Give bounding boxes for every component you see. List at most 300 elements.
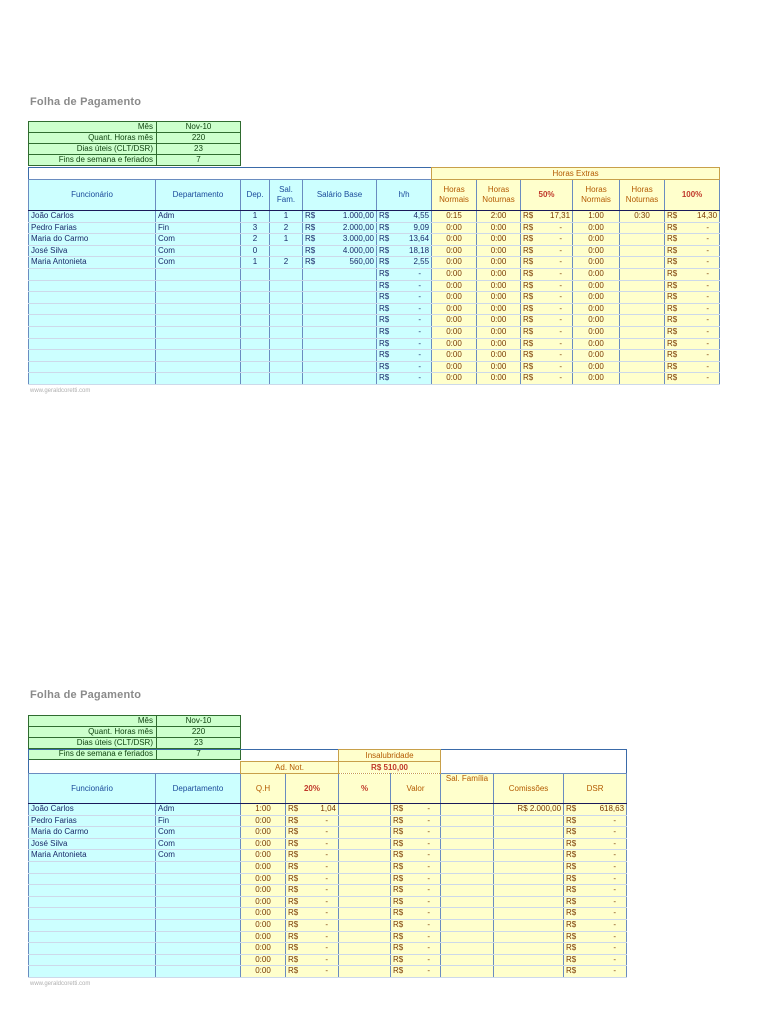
overtime-100 — [665, 234, 720, 246]
family-salary — [270, 326, 303, 338]
hourly-rate — [377, 373, 432, 385]
normal-hours-50: 0:15 — [432, 211, 477, 223]
night-hours-qty: 0:00 — [241, 850, 286, 862]
overtime-50 — [521, 268, 573, 280]
currency-symbol: R$ — [667, 373, 678, 383]
hourly-rate-value: - — [418, 303, 422, 313]
overtime-50 — [521, 280, 573, 292]
overtime-50-value: - — [559, 373, 563, 383]
currency-symbol: R$ — [379, 222, 390, 232]
overtime-50-value: - — [559, 350, 563, 360]
overtime-100-value: - — [706, 373, 710, 383]
department — [156, 908, 241, 920]
department — [156, 919, 241, 931]
night-hours-qty: 0:00 — [241, 931, 286, 943]
night-hours-50: 0:00 — [477, 361, 521, 373]
currency-symbol: R$ — [393, 827, 404, 837]
employee-name — [29, 908, 156, 920]
base-salary — [303, 257, 377, 269]
insalubrity-value-value: - — [427, 850, 431, 860]
hourly-rate — [377, 245, 432, 257]
overtime-50 — [521, 222, 573, 234]
overtime-100 — [665, 245, 720, 257]
commissions — [494, 919, 564, 931]
overtime-100-value: - — [706, 361, 710, 371]
info-label: Dias úteis (CLT/DSR) — [29, 144, 157, 155]
employee-name: José Silva — [29, 838, 156, 850]
insalubrity-value — [391, 838, 441, 850]
overtime-50 — [521, 338, 573, 350]
normal-hours-50: 0:00 — [432, 245, 477, 257]
overtime-50 — [521, 303, 573, 315]
normal-hours-50: 0:00 — [432, 338, 477, 350]
dependents: 2 — [241, 234, 270, 246]
overtime-100 — [665, 350, 720, 362]
commissions: R$ 2.000,00 — [494, 804, 564, 816]
overtime-100-value: - — [706, 222, 710, 232]
family-salary — [270, 292, 303, 304]
dsr — [564, 896, 627, 908]
night-hours-qty: 0:00 — [241, 815, 286, 827]
night-bonus-20 — [286, 931, 339, 943]
night-hours-qty: 0:00 — [241, 966, 286, 978]
overtime-100 — [665, 222, 720, 234]
dsr — [564, 954, 627, 966]
night-bonus-20-value: - — [325, 838, 328, 848]
currency-symbol: R$ — [379, 315, 390, 325]
currency-symbol: R$ — [379, 211, 390, 220]
night-bonus-20 — [286, 850, 339, 862]
night-hours-100 — [620, 280, 665, 292]
insalubrity-value-value: - — [427, 804, 431, 813]
table-row — [29, 861, 627, 873]
currency-symbol: R$ — [393, 885, 404, 895]
dsr — [564, 827, 627, 839]
night-bonus-20-value: - — [325, 919, 328, 929]
hourly-rate-value: 13,64 — [409, 234, 430, 244]
insalubrity-value — [391, 931, 441, 943]
currency-symbol: R$ — [288, 827, 299, 837]
overtime-50 — [521, 245, 573, 257]
column-header: Horas Noturnas — [620, 180, 665, 211]
insalubrity-value-value: - — [427, 943, 431, 953]
dependents — [241, 280, 270, 292]
commissions — [494, 896, 564, 908]
table-row — [29, 896, 627, 908]
commissions — [494, 885, 564, 897]
night-bonus-20-value: - — [325, 943, 328, 953]
table-row — [29, 303, 720, 315]
commissions — [494, 908, 564, 920]
hourly-rate — [377, 361, 432, 373]
normal-hours-100: 0:00 — [573, 326, 620, 338]
currency-symbol: R$ — [379, 326, 390, 336]
normal-hours-50: 0:00 — [432, 222, 477, 234]
family-salary — [270, 338, 303, 350]
employee-name: João Carlos — [29, 804, 156, 816]
info-row — [29, 133, 241, 144]
dsr — [564, 919, 627, 931]
base-salary-value: 3.000,00 — [342, 234, 374, 244]
normal-hours-100: 0:00 — [573, 373, 620, 385]
night-hours-100: 0:30 — [620, 211, 665, 223]
normal-hours-100: 0:00 — [573, 234, 620, 246]
table-row — [29, 919, 627, 931]
insalubrity-value-value: - — [427, 873, 431, 883]
employee-name — [29, 931, 156, 943]
department: Com — [156, 234, 241, 246]
hourly-rate-value: - — [418, 268, 422, 278]
night-hours-50: 0:00 — [477, 315, 521, 327]
commissions — [494, 873, 564, 885]
insalubrity-value — [391, 804, 441, 816]
currency-symbol: R$ — [288, 908, 299, 918]
dependents — [241, 315, 270, 327]
currency-symbol: R$ — [667, 222, 678, 232]
currency-symbol: R$ — [523, 280, 534, 290]
department — [156, 280, 241, 292]
base-salary — [303, 326, 377, 338]
sheet2-watermark: www.geraldcoretti.com — [30, 981, 91, 987]
department: Adm — [156, 211, 241, 223]
overtime-50 — [521, 361, 573, 373]
commissions — [494, 815, 564, 827]
night-bonus-20-value: - — [325, 827, 328, 837]
hourly-rate-value: - — [418, 315, 422, 325]
currency-symbol: R$ — [379, 234, 390, 244]
insalubrity-value-value: - — [427, 908, 431, 918]
insalubrity-percent — [339, 873, 391, 885]
employee-name — [29, 350, 156, 362]
table-row — [29, 827, 627, 839]
night-hours-100 — [620, 303, 665, 315]
normal-hours-50: 0:00 — [432, 373, 477, 385]
hourly-rate-value: - — [418, 292, 422, 302]
info-label: Mês — [29, 122, 157, 133]
base-salary — [303, 338, 377, 350]
overtime-100 — [665, 280, 720, 292]
department — [156, 303, 241, 315]
table-row — [29, 245, 720, 257]
insalubrity-percent — [339, 815, 391, 827]
department: Fin — [156, 222, 241, 234]
info-value: Nov-10 — [157, 716, 241, 727]
hourly-rate-value: 18,18 — [409, 245, 430, 255]
overtime-50 — [521, 292, 573, 304]
currency-symbol: R$ — [288, 873, 299, 883]
department — [156, 954, 241, 966]
night-hours-qty: 0:00 — [241, 954, 286, 966]
overtime-100 — [665, 373, 720, 385]
commissions — [494, 954, 564, 966]
currency-symbol: R$ — [379, 361, 390, 371]
column-header: Funcionário — [29, 774, 156, 804]
currency-symbol: R$ — [288, 861, 299, 871]
employee-name — [29, 861, 156, 873]
insalubrity-value — [391, 896, 441, 908]
insalubrity-percent — [339, 908, 391, 920]
dependents — [241, 268, 270, 280]
normal-hours-100: 0:00 — [573, 257, 620, 269]
currency-symbol: R$ — [379, 245, 390, 255]
column-header: 20% — [286, 774, 339, 804]
info-row — [29, 738, 241, 749]
family-allowance — [441, 838, 494, 850]
insalubrity-percent — [339, 931, 391, 943]
night-bonus-20 — [286, 885, 339, 897]
dependents: 0 — [241, 245, 270, 257]
normal-hours-50: 0:00 — [432, 326, 477, 338]
night-bonus-20 — [286, 943, 339, 955]
currency-symbol: R$ — [379, 350, 390, 360]
department: Com — [156, 257, 241, 269]
table-row — [29, 222, 720, 234]
night-hours-100 — [620, 222, 665, 234]
insalubrity-value — [391, 908, 441, 920]
night-hours-qty: 0:00 — [241, 919, 286, 931]
hourly-rate — [377, 268, 432, 280]
employee-name — [29, 315, 156, 327]
commissions — [494, 931, 564, 943]
currency-symbol: R$ — [566, 850, 577, 860]
sheet1-info-table — [28, 121, 241, 166]
currency-symbol: R$ — [566, 885, 577, 895]
insalubrity-percent — [339, 838, 391, 850]
employee-name — [29, 919, 156, 931]
dsr — [564, 943, 627, 955]
insalubrity-percent — [339, 885, 391, 897]
currency-symbol: R$ — [523, 303, 534, 313]
column-header: h/h — [377, 180, 432, 211]
hourly-rate-value: - — [418, 280, 422, 290]
overtime-100-value: - — [706, 303, 710, 313]
currency-symbol: R$ — [523, 211, 534, 220]
overtime-100 — [665, 292, 720, 304]
night-hours-qty: 0:00 — [241, 838, 286, 850]
info-row — [29, 716, 241, 727]
family-allowance — [441, 850, 494, 862]
hourly-rate-value: 2,55 — [413, 257, 430, 267]
overtime-50 — [521, 326, 573, 338]
base-salary-value: 1.000,00 — [342, 211, 374, 220]
table-row — [29, 350, 720, 362]
column-header: 100% — [665, 180, 720, 211]
overtime-50-value: - — [559, 234, 563, 244]
overtime-50 — [521, 211, 573, 223]
base-salary — [303, 315, 377, 327]
employee-name — [29, 326, 156, 338]
currency-symbol: R$ — [566, 873, 577, 883]
family-allowance — [441, 827, 494, 839]
family-salary: 1 — [270, 211, 303, 223]
department — [156, 326, 241, 338]
employee-name — [29, 885, 156, 897]
overtime-100 — [665, 361, 720, 373]
overtime-100 — [665, 315, 720, 327]
currency-symbol: R$ — [523, 268, 534, 278]
currency-symbol: R$ — [288, 885, 299, 895]
base-salary — [303, 373, 377, 385]
currency-symbol: R$ — [523, 245, 534, 255]
night-bonus-20-value: - — [325, 815, 328, 825]
table-row — [29, 338, 720, 350]
normal-hours-100: 1:00 — [573, 211, 620, 223]
column-header: Comissões — [494, 774, 564, 804]
department — [156, 292, 241, 304]
table-row — [29, 838, 627, 850]
overtime-50-value: - — [559, 280, 563, 290]
night-bonus-20 — [286, 815, 339, 827]
night-hours-100 — [620, 350, 665, 362]
employee-name: Maria Antonieta — [29, 850, 156, 862]
currency-symbol: R$ — [393, 850, 404, 860]
dsr-value: - — [613, 931, 617, 941]
table-row — [29, 908, 627, 920]
overtime-100 — [665, 268, 720, 280]
dependents — [241, 292, 270, 304]
hourly-rate — [377, 280, 432, 292]
currency-symbol: R$ — [667, 326, 678, 336]
insalubrity-percent — [339, 850, 391, 862]
overtime-50-value: - — [559, 338, 563, 348]
hourly-rate — [377, 222, 432, 234]
table-row — [29, 954, 627, 966]
family-salary: 2 — [270, 257, 303, 269]
currency-symbol: R$ — [393, 919, 404, 929]
hourly-rate — [377, 257, 432, 269]
night-hours-50: 0:00 — [477, 292, 521, 304]
family-allowance — [441, 966, 494, 978]
insalubrity-percent — [339, 919, 391, 931]
night-hours-100 — [620, 326, 665, 338]
overtime-50 — [521, 234, 573, 246]
night-bonus-20 — [286, 954, 339, 966]
night-bonus-20 — [286, 919, 339, 931]
insalubrity-value — [391, 873, 441, 885]
dsr-value: - — [613, 815, 617, 825]
department — [156, 966, 241, 978]
currency-symbol: R$ — [379, 268, 390, 278]
dsr-value: - — [613, 827, 617, 837]
base-salary — [303, 280, 377, 292]
column-header: Departamento — [156, 774, 241, 804]
info-label: Fins de semana e feriados — [29, 155, 157, 166]
dsr-value: - — [613, 885, 617, 895]
column-header: Valor — [391, 774, 441, 804]
department — [156, 268, 241, 280]
night-hours-50: 0:00 — [477, 257, 521, 269]
normal-hours-100: 0:00 — [573, 361, 620, 373]
family-allowance — [441, 954, 494, 966]
department — [156, 350, 241, 362]
night-hours-50: 0:00 — [477, 303, 521, 315]
currency-symbol: R$ — [305, 257, 316, 267]
employee-name — [29, 361, 156, 373]
base-salary-value: 4.000,00 — [342, 245, 374, 255]
currency-symbol: R$ — [523, 338, 534, 348]
table-row — [29, 326, 720, 338]
overtime-50-value: - — [559, 245, 563, 255]
night-hours-qty: 0:00 — [241, 896, 286, 908]
normal-hours-100: 0:00 — [573, 280, 620, 292]
dsr-value: - — [613, 966, 617, 976]
night-bonus-20 — [286, 838, 339, 850]
hourly-rate — [377, 338, 432, 350]
dependents — [241, 303, 270, 315]
currency-symbol: R$ — [523, 222, 534, 232]
table-row — [29, 257, 720, 269]
family-allowance — [441, 908, 494, 920]
night-bonus-20-value: - — [325, 908, 328, 918]
dsr — [564, 861, 627, 873]
insalubrity-value-value: - — [427, 966, 431, 976]
overtime-group-header: Horas Extras — [432, 168, 720, 180]
overtime-100 — [665, 303, 720, 315]
table-row — [29, 211, 720, 223]
normal-hours-100: 0:00 — [573, 315, 620, 327]
insalubrity-value — [391, 885, 441, 897]
currency-symbol: R$ — [379, 338, 390, 348]
info-value: Nov-10 — [157, 122, 241, 133]
night-hours-50: 0:00 — [477, 326, 521, 338]
currency-symbol: R$ — [288, 954, 299, 964]
table-row — [29, 804, 627, 816]
currency-symbol: R$ — [566, 954, 577, 964]
employee-name: Maria Antonieta — [29, 257, 156, 269]
overtime-100 — [665, 338, 720, 350]
currency-symbol: R$ — [667, 268, 678, 278]
family-allowance — [441, 861, 494, 873]
normal-hours-50: 0:00 — [432, 303, 477, 315]
currency-symbol: R$ — [566, 908, 577, 918]
sheet1-payroll-table — [28, 167, 720, 385]
normal-hours-50: 0:00 — [432, 350, 477, 362]
normal-hours-50: 0:00 — [432, 361, 477, 373]
night-hours-50: 0:00 — [477, 245, 521, 257]
commissions — [494, 850, 564, 862]
insalubrity-value — [391, 827, 441, 839]
dsr — [564, 873, 627, 885]
overtime-50 — [521, 257, 573, 269]
dependents — [241, 338, 270, 350]
info-label: Quant. Horas mês — [29, 133, 157, 144]
currency-symbol: R$ — [523, 257, 534, 267]
normal-hours-50: 0:00 — [432, 268, 477, 280]
overtime-100 — [665, 326, 720, 338]
info-label: Mês — [29, 716, 157, 727]
insalubrity-percent — [339, 966, 391, 978]
sheet2-payroll-table — [28, 749, 627, 978]
night-bonus-20 — [286, 896, 339, 908]
ad-not-group-header: Ad. Not. — [241, 762, 339, 774]
base-salary — [303, 245, 377, 257]
night-bonus-20 — [286, 966, 339, 978]
overtime-100-value: - — [706, 257, 710, 267]
department — [156, 931, 241, 943]
dependents — [241, 350, 270, 362]
column-header: Sal. Fam. — [270, 180, 303, 211]
currency-symbol: R$ — [288, 804, 299, 813]
commissions — [494, 861, 564, 873]
department: Com — [156, 827, 241, 839]
normal-hours-50: 0:00 — [432, 257, 477, 269]
night-hours-50: 0:00 — [477, 280, 521, 292]
employee-name — [29, 280, 156, 292]
normal-hours-100: 0:00 — [573, 245, 620, 257]
night-hours-qty: 0:00 — [241, 943, 286, 955]
department — [156, 373, 241, 385]
base-salary — [303, 234, 377, 246]
